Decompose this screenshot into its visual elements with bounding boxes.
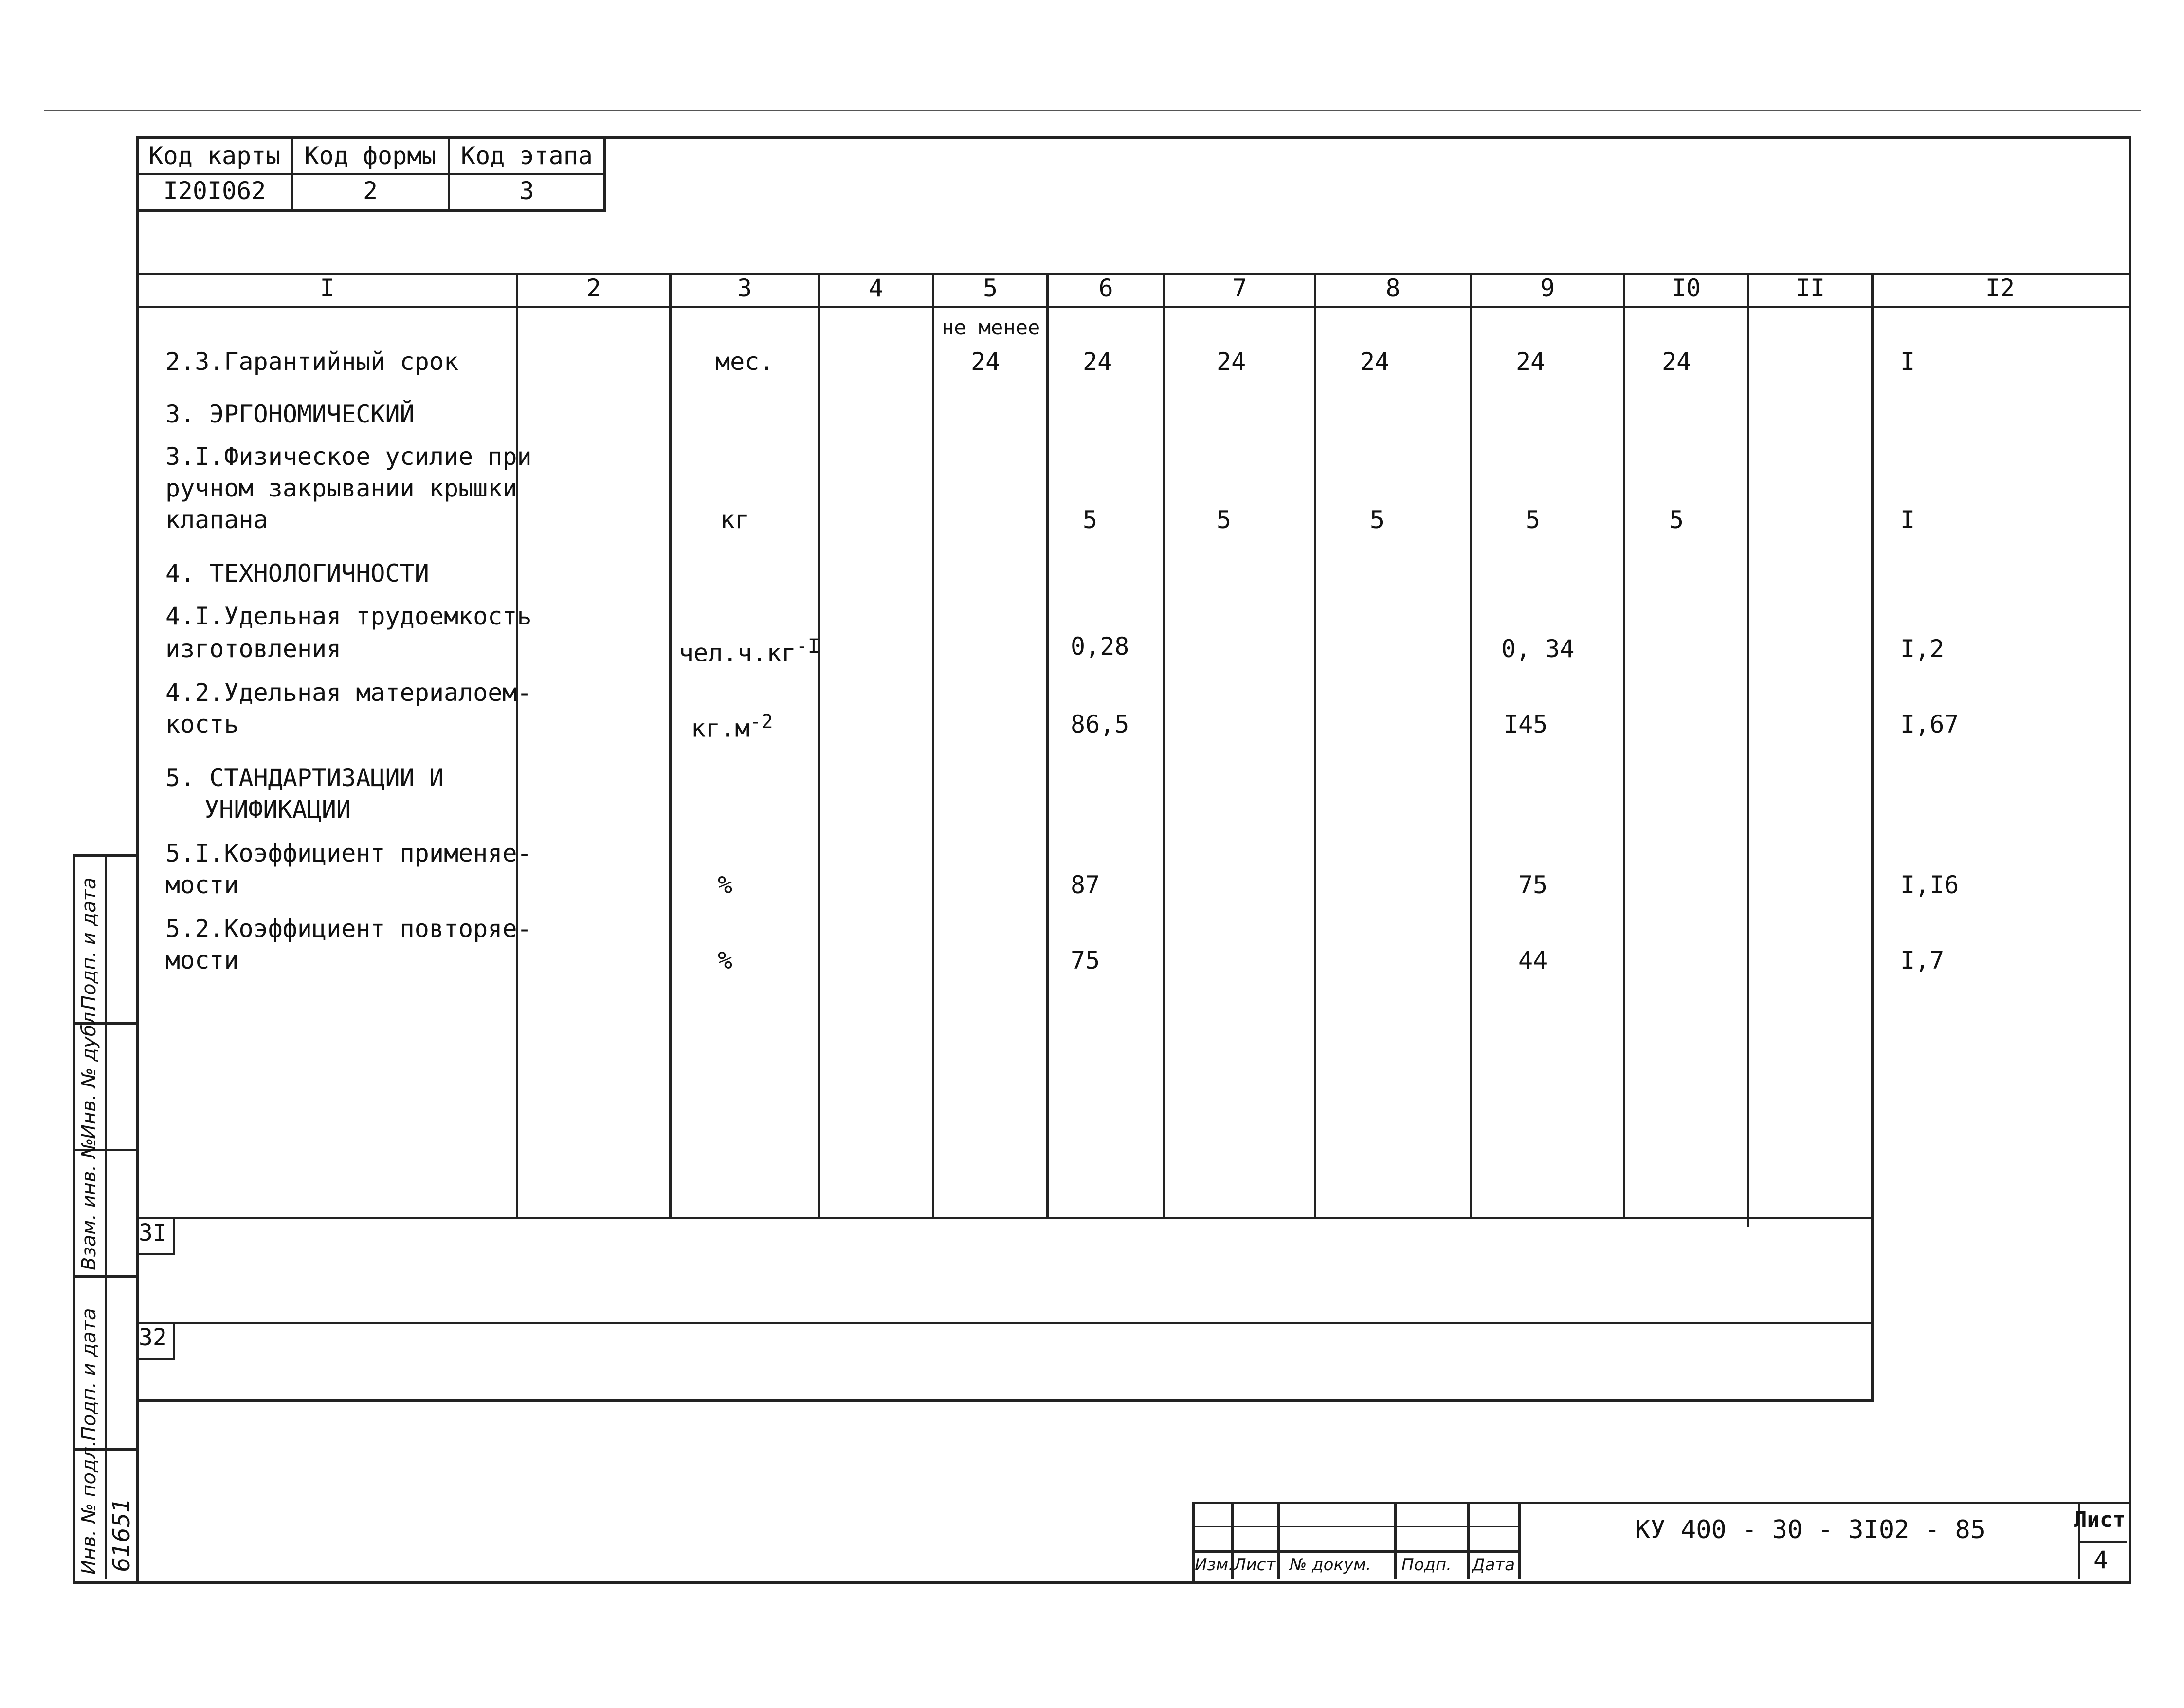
col-header-11: II	[1795, 274, 1825, 302]
col-header-1: I	[320, 274, 335, 302]
unit-exponent: -2	[749, 711, 773, 733]
document-code: КУ 400 - 30 - 3I02 - 85	[1635, 1515, 1986, 1544]
value-cell: I45	[1504, 710, 1548, 738]
side-stamp-orig-inv: Инв. № подл.	[78, 1440, 100, 1575]
value-cell: 24	[1360, 348, 1390, 376]
value-cell: 5	[1217, 506, 1232, 534]
table-bottom-line	[136, 1217, 1874, 1219]
value-cell: 5	[1669, 506, 1684, 534]
row-label: клапана	[165, 506, 268, 534]
row-label: 2.3.Гарантийный срок	[165, 348, 459, 376]
note-cell: не менее	[942, 315, 1040, 339]
title-col-change: Изм.	[1195, 1555, 1234, 1575]
col-header-9: 9	[1540, 274, 1555, 302]
unit-cell: кг	[720, 506, 750, 534]
value-cell: I	[1900, 506, 1915, 534]
unit-cell: %	[718, 946, 733, 974]
value-cell: 5	[1370, 506, 1385, 534]
side-stamp-dup-inv: Инв. № дубл.	[78, 1006, 100, 1139]
sheet-number: 4	[2093, 1546, 2109, 1574]
row-label: кость	[165, 710, 239, 738]
unit-exponent: -I	[796, 635, 819, 658]
row-label: ручном закрывании крышки	[165, 474, 517, 502]
footer-box-32-label: 32	[139, 1324, 167, 1351]
value-cell: 24	[1217, 348, 1246, 376]
section-heading: 5. СТАНДАРТИЗАЦИИ И	[165, 764, 444, 792]
col-header-6: 6	[1098, 274, 1113, 302]
value-cell: 86,5	[1071, 710, 1129, 738]
row-label: мости	[165, 946, 239, 974]
code-value-form: 2	[363, 177, 378, 205]
value-cell: 24	[971, 348, 1001, 376]
scan-top-line	[44, 110, 2141, 111]
footer-box-31-label: 3I	[139, 1219, 167, 1247]
col-header-5: 5	[983, 274, 998, 302]
value-cell: I	[1900, 348, 1915, 376]
col-header-4: 4	[868, 274, 884, 302]
col-header-8: 8	[1385, 274, 1401, 302]
row-label: 5.I.Коэффициент применяе-	[165, 839, 532, 867]
row-label: 4.I.Удельная трудоемкость	[165, 602, 532, 630]
col-header-2: 2	[586, 274, 601, 302]
value-cell: 44	[1518, 946, 1548, 974]
value-cell: I,I6	[1900, 871, 1959, 899]
section-heading: 4. ТЕХНОЛОГИЧНОСТИ	[165, 559, 429, 588]
value-cell: 5	[1083, 506, 1098, 534]
col-header-7: 7	[1232, 274, 1247, 302]
value-cell: 75	[1518, 871, 1548, 899]
section-heading: 3. ЭРГОНОМИЧЕСКИЙ	[165, 400, 415, 428]
row-label: мости	[165, 871, 239, 899]
code-label-stage: Код этапа	[461, 142, 593, 170]
value-cell: 75	[1071, 946, 1100, 974]
value-cell: 5	[1526, 506, 1541, 534]
sheet-label: Лист	[2074, 1507, 2126, 1532]
value-cell: 0,28	[1071, 632, 1129, 661]
unit-cell: %	[718, 871, 733, 899]
value-cell: 24	[1083, 348, 1112, 376]
title-col-sign: Подп.	[1401, 1555, 1452, 1575]
col-header-3: 3	[737, 274, 752, 302]
row-label: 5.2.Коэффициент повторяе-	[165, 915, 532, 943]
value-cell: 24	[1516, 348, 1546, 376]
title-col-date: Дата	[1472, 1555, 1515, 1575]
unit-cell: мес.	[715, 348, 774, 376]
side-stamp-replace-inv: Взам. инв. №	[78, 1138, 100, 1270]
col-header-12: I2	[1985, 274, 2015, 302]
col-header-bottom	[136, 306, 2129, 308]
side-stamp-sign-date: Подп. и дата	[78, 877, 100, 1010]
section-heading: УНИФИКАЦИИ	[204, 795, 351, 824]
col-header-10: I0	[1671, 274, 1701, 302]
title-col-docnum: № докум.	[1290, 1555, 1371, 1575]
code-label-card: Код карты	[148, 142, 281, 170]
value-cell: 87	[1071, 871, 1100, 899]
unit-cell: $кг.м^{-2}$	[691, 711, 773, 743]
side-stamp-sign-date-2: Подп. и дата	[78, 1308, 100, 1441]
code-value-stage: 3	[519, 177, 534, 205]
unit-cell: $чел.ч.кг^{-I}$	[679, 635, 819, 667]
value-cell: I,7	[1900, 946, 1945, 974]
value-cell: I,2	[1900, 635, 1945, 663]
row-label: 3.I.Физическое усилие при	[165, 442, 532, 471]
title-col-sheet: Лист	[1234, 1555, 1276, 1575]
row-label: изготовления	[165, 635, 342, 663]
value-cell: I,67	[1900, 710, 1959, 738]
value-cell: 0, 34	[1501, 635, 1575, 663]
code-label-form: Код формы	[304, 142, 437, 170]
value-cell: 24	[1662, 348, 1692, 376]
row-label: 4.2.Удельная материалоем-	[165, 679, 532, 707]
code-value-card: I20I062	[163, 177, 266, 205]
inv-number: 61651	[108, 1498, 135, 1572]
